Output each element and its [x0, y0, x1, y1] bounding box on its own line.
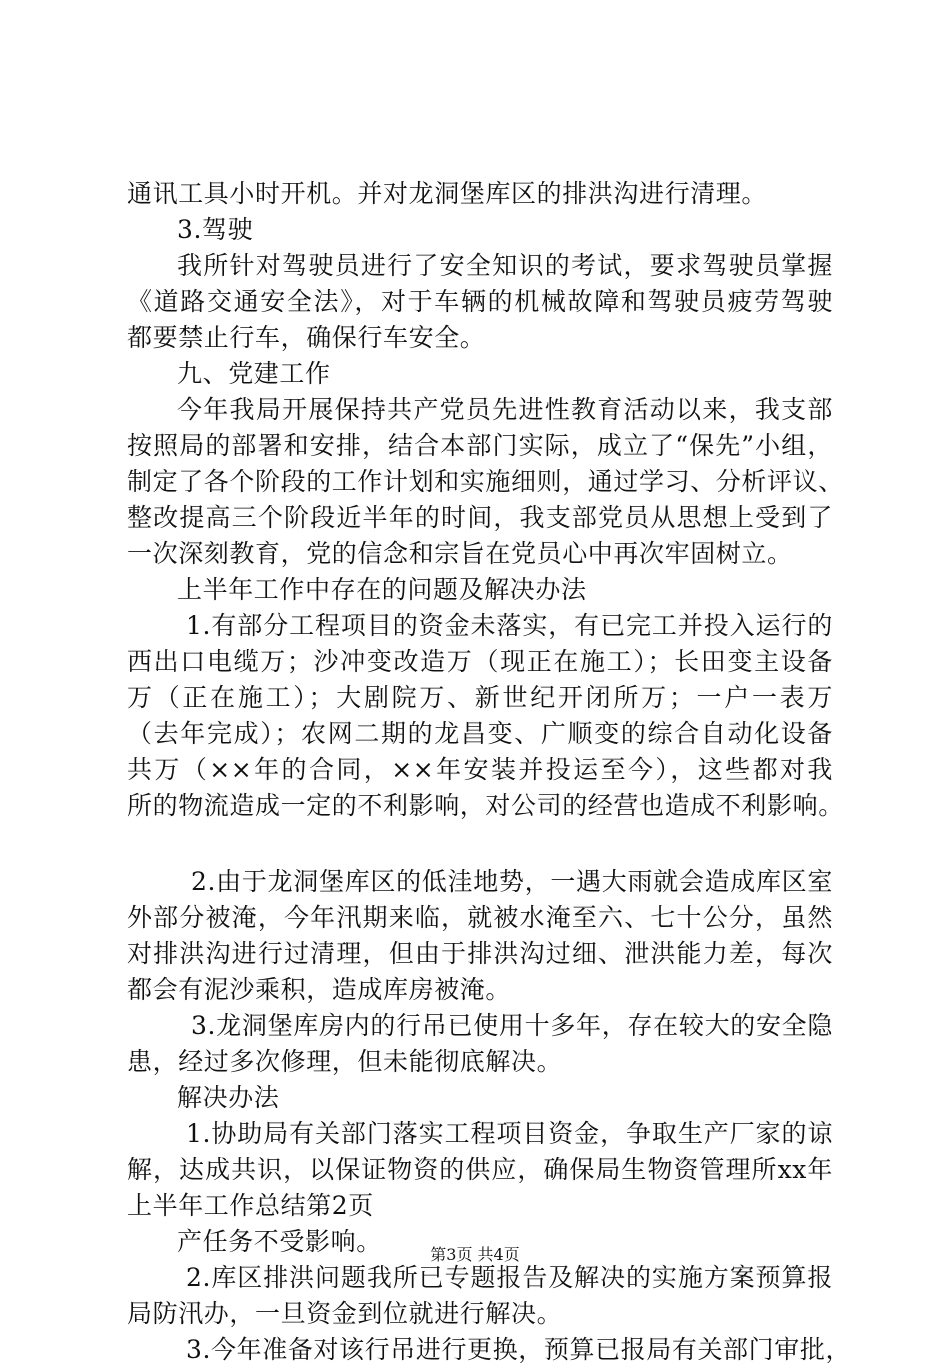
body-line: 局防汛办，一旦资金到位就进行解决。: [127, 1299, 563, 1328]
body-line: 都会有泥沙乘积，造成库房被淹。: [127, 975, 512, 1004]
body-line: 产任务不受影响。: [177, 1227, 382, 1256]
body-line: 按照局的部署和安排，结合本部门实际，成立了“保先”小组，: [127, 431, 833, 460]
body-line: 万（正在施工）；大剧院万、新世纪开闭所万；一户一表万: [127, 683, 833, 712]
body-line: 对排洪沟进行过清理，但由于排洪沟过细、泄洪能力差，每次: [127, 939, 833, 968]
body-line: 都要禁止行车，确保行车安全。: [127, 323, 486, 352]
body-line: 2.由于龙洞堡库区的低洼地势，一遇大雨就会造成库区室: [191, 867, 833, 896]
body-line: 我所针对驾驶员进行了安全知识的考试，要求驾驶员掌握: [177, 251, 833, 280]
body-line: 1.有部分工程项目的资金未落实，有已完工并投入运行的: [186, 611, 833, 640]
body-line: 《道路交通安全法》，对于车辆的机械故障和驾驶员疲劳驾驶: [127, 287, 833, 316]
body-line: 1.协助局有关部门落实工程项目资金，争取生产厂家的谅: [186, 1119, 833, 1148]
body-line: （去年完成）；农网二期的龙昌变、广顺变的综合自动化设备: [127, 719, 833, 748]
body-line: 外部分被淹，今年汛期来临，就被水淹至六、七十公分，虽然: [127, 903, 833, 932]
body-line: 共万（××年的合同，××年安装并投运至今），这些都对我: [127, 755, 833, 784]
section-heading-party-building: 九、党建工作: [177, 359, 331, 388]
subheading-driving: 3.驾驶: [177, 215, 254, 244]
document-body: [127, 176, 852, 1368]
body-line: 解，达成共识，以保证物资的供应，确保局生物资管理所xx年: [127, 1155, 833, 1184]
paragraph-gap: [127, 824, 833, 864]
body-line: 患，经过多次修理，但未能彻底解决。: [127, 1047, 563, 1076]
body-line: 西出口电缆万；沙冲变改造万（现正在施工）；长田变主设备: [127, 647, 833, 676]
body-line: 3.龙洞堡库房内的行吊已使用十多年，存在较大的安全隐: [191, 1011, 833, 1040]
body-line: 制定了各个阶段的工作计划和实施细则，通过学习、分析评议、: [127, 467, 844, 496]
body-line: 通讯工具小时开机。并对龙洞堡库区的排洪沟进行清理。: [127, 179, 768, 208]
body-line: 所的物流造成一定的不利影响，对公司的经营也造成不利影响。: [127, 791, 844, 820]
body-line: 3.今年准备对该行吊进行更换，预算已报局有关部门审批，: [186, 1335, 852, 1364]
page-number-footer: 第3页 共4页: [430, 1245, 520, 1264]
section-heading-problems: 上半年工作中存在的问题及解决办法: [177, 575, 587, 604]
body-line: 一次深刻教育，党的信念和宗旨在党员心中再次牢固树立。: [127, 539, 793, 568]
body-line: 整改提高三个阶段近半年的时间，我支部党员从思想上受到了: [127, 503, 833, 532]
body-line: 上半年工作总结第2页: [127, 1191, 374, 1220]
body-line: 2.库区排洪问题我所已专题报告及解决的实施方案预算报: [186, 1263, 833, 1292]
body-line: 今年我局开展保持共产党员先进性教育活动以来，我支部: [177, 395, 833, 424]
section-heading-solutions: 解决办法: [177, 1083, 280, 1112]
